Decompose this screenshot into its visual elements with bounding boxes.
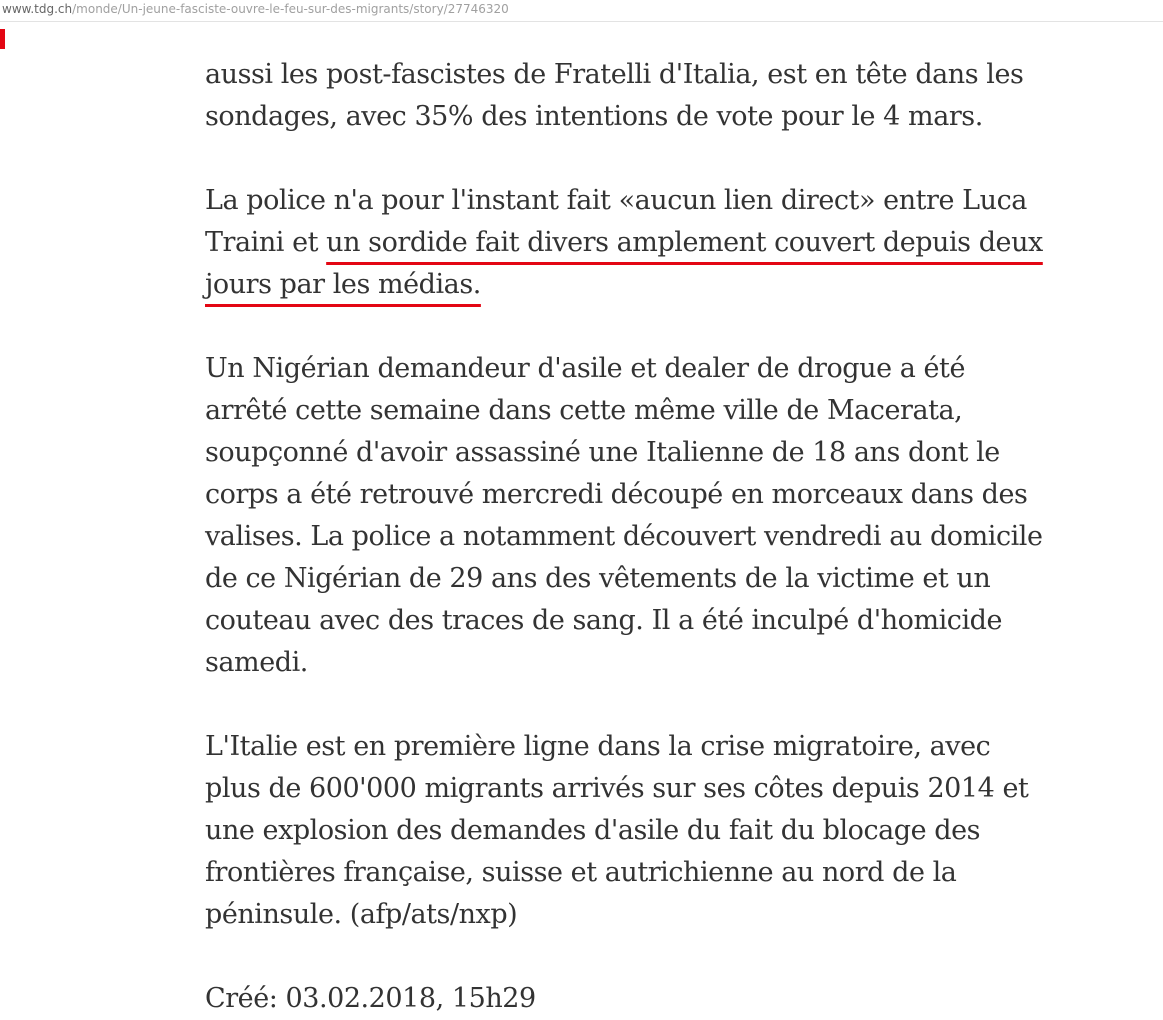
url-path: /monde/Un-jeune-fasciste-ouvre-le-feu-sur-des-migrants/story/27746320 [72,2,509,16]
article-paragraph: Un Nigérian demandeur d'asile et dealer de drogue a été arrêté cette semaine dans cette même ville de Macerata, soupçonné d'avoir assassiné une Italienne de 18 ans dont le corps a été retrouvé mercredi découpé en morceaux dans des valises. La police a notamment découvert vendredi au domicile de ce Nigérian de 29 ans des vêtements de la victime et un couteau avec des traces de sang. Il a été inculpé d'homicide samedi. [205,353,1043,678]
article-body [205,54,1045,1020]
article-paragraph [205,180,1045,306]
brand-accent-marker [0,29,5,49]
highlighted-text: un sordide fait divers amplement couvert depuis deux jours par les médias. [205,227,1043,300]
url-domain: www.tdg.ch [2,2,73,16]
address-bar[interactable] [0,0,1163,22]
article-paragraph: aussi les post-fascistes de Fratelli d'Italia, est en tête dans les sondages, avec 35% des intentions de vote pour le 4 mars. [205,59,1024,132]
paragraph-text: La police n'a pour l'instant fait «aucun lien direct» entre Luca Traini et [205,185,1027,258]
article-paragraph: L'Italie est en première ligne dans la crise migratoire, avec plus de 600'000 migrants arrivés sur ses côtes depuis 2014 et une explosion des demandes d'asile du fait du blocage des frontières française, suisse et autrichienne au nord de la péninsule. (afp/ats/nxp) [205,731,1029,930]
created-timestamp: Créé: 03.02.2018, 15h29 [205,983,536,1014]
